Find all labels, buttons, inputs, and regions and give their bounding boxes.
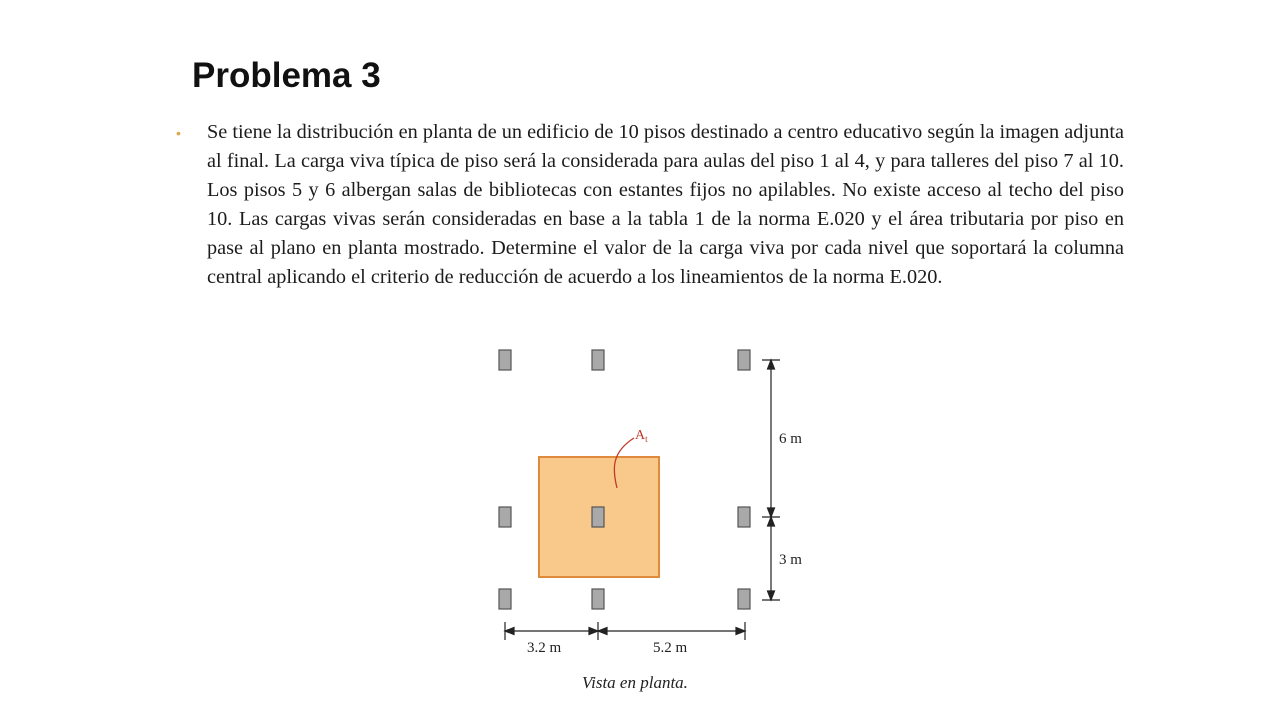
horizontal-dimension (505, 622, 745, 640)
column (499, 350, 511, 370)
column (499, 507, 511, 527)
column (738, 507, 750, 527)
figure-caption: Vista en planta. (582, 673, 688, 692)
column (592, 589, 604, 609)
bullet-icon: • (176, 125, 181, 141)
vertical-dimension (762, 360, 780, 600)
column (499, 589, 511, 609)
slide-title: Problema 3 (192, 56, 381, 95)
dimension-5-2m: 5.2 m (653, 640, 688, 656)
area-label: $A_t$ (635, 428, 648, 444)
column (738, 350, 750, 370)
dimension-3-2m: 3.2 m (527, 640, 562, 656)
dimension-3m: 3 m (779, 552, 802, 568)
dimension-6m: 6 m (779, 431, 802, 447)
problem-statement: Se tiene la distribución en planta de un edificio de 10 pisos destinado a centro educativo según la imagen adjunta al final. La carga viva típica de piso será la considerada para aulas del piso 1 al 4, y para talleres del piso 7 al 10. Los pisos 5 y 6 albergan salas de bibliotecas con estantes fijos no apilables. No existe acceso al techo del piso 10. Las cargas vivas serán consideradas en base a la tabla 1 de la norma E.020 y el área tributaria por piso en pase al plano en planta mostrado. Determine el valor de la carga viva por cada nivel que soportará la columna central aplicando el criterio de reducción de acuerdo a los lineamientos de la norma E.020. (207, 121, 1124, 288)
column (738, 589, 750, 609)
central-column (592, 507, 604, 527)
column (592, 350, 604, 370)
